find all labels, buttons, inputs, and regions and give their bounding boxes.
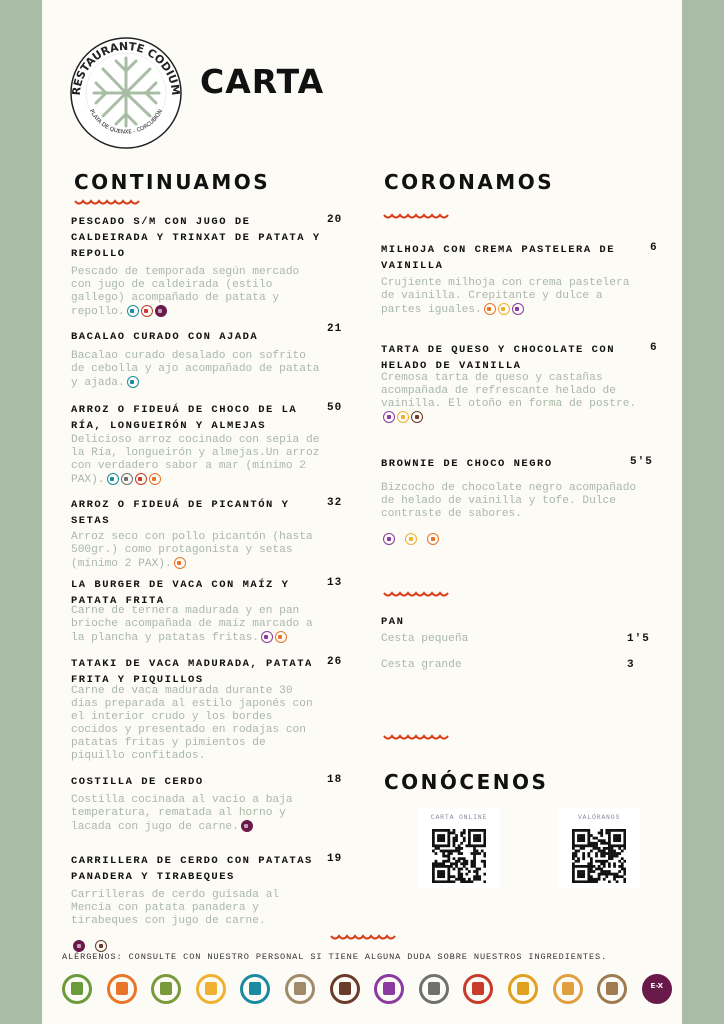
lacteos-allergen-icon: [374, 974, 404, 1004]
bread-option-label: Cesta pequeña: [381, 633, 469, 645]
gluten-allergen-icon: [149, 473, 161, 485]
frutos_cascara-allergen-icon: [411, 411, 423, 423]
menu-item-title: LA BURGER DE VACA CON MAÍZ Y PATATA FRITA: [71, 579, 290, 607]
menu-item-title: BACALAO CURADO CON AJADA: [71, 331, 259, 343]
menu-item-price: 20: [327, 214, 343, 226]
allergen-icons: [239, 821, 253, 833]
pescado-allergen-icon: [127, 376, 139, 388]
sulfitos-allergen-icon: [73, 940, 85, 952]
menu-item-description: [71, 794, 326, 834]
wave-divider: [74, 198, 140, 206]
menu-item-description: [381, 372, 641, 425]
lacteos-allergen-icon: [383, 533, 395, 545]
menu-item-description: [381, 482, 641, 547]
bread-option-price: 3: [627, 659, 635, 671]
altramuces-allergen-icon: [62, 974, 92, 1004]
soja-allergen-icon: [151, 974, 181, 1004]
description-text: Carne de vaca madurada durante 30 días preparada al estilo japonés con el interior crudo y los bordes cocidos y presentado en rodajas con patatas fritas y pimientos de piquillo confitados.: [71, 685, 313, 762]
description-text: Costilla cocinada al vacío a baja temperatura, rematada al horno y lacada con jugo de carne.: [71, 794, 293, 833]
menu-item-price: 6: [650, 242, 658, 254]
menu-item-price: 18: [327, 774, 343, 786]
frutos_cascara-allergen-icon: [95, 940, 107, 952]
menu-item-title: ARROZ O FIDEUÁ DE CHOCO DE LA RÍA, LONGUEIRÓN Y ALMEJAS: [71, 404, 298, 432]
sesamo-allergen-icon: [285, 974, 315, 1004]
apio-allergen-icon: [508, 974, 538, 1004]
crustaceos-allergen-icon: [141, 305, 153, 317]
qr-valoranos[interactable]: [558, 808, 640, 888]
allergen-icons: [172, 558, 186, 570]
description-text: Carne de ternera madurada y en pan brioche acompañada de maíz marcado a la plancha y patatas fritas.: [71, 605, 313, 644]
menu-item-title: TARTA DE QUESO Y CHOCOLATE CON HELADO DE VAINILLA: [381, 344, 616, 372]
gluten-allergen-icon: [174, 557, 186, 569]
huevo-allergen-icon: [196, 974, 226, 1004]
allergen-icons: [105, 474, 161, 486]
menu-item-price: 13: [327, 577, 343, 589]
menu-item-price: 19: [327, 853, 343, 865]
section-heading-conocenos: CONÓCENOS: [384, 770, 549, 794]
lacteos-allergen-icon: [512, 303, 524, 315]
moluscos-allergen-icon: [419, 974, 449, 1004]
sulfitos-allergen-icon: [241, 820, 253, 832]
allergen-extra-label: E-X: [650, 982, 664, 990]
menu-item-description: [71, 685, 326, 763]
qr-carta-online[interactable]: [418, 808, 500, 888]
bread-option-label: Cesta grande: [381, 659, 462, 671]
huevo-allergen-icon: [498, 303, 510, 315]
description-text: Crujiente milhoja con crema pastelera de vainilla. Crepitante y dulce a partes iguales.: [381, 277, 630, 316]
menu-item-price: 32: [327, 497, 343, 509]
qr-code-icon: [432, 829, 486, 883]
sulfitos-allergen-icon: [642, 974, 672, 1004]
allergen-icons: [259, 632, 287, 644]
menu-item-price: 21: [327, 323, 343, 335]
allergen-icons: [125, 377, 139, 389]
menu-item-description: [71, 350, 326, 390]
allergen-note: ALÉRGENOS: CONSULTE CON NUESTRO PERSONAL SI TIENE ALGUNA DUDA SOBRE NUESTROS INGREDIENTES.: [62, 952, 608, 962]
svg-text:PLAYA DE QUENXE - CORCUBIÓN: PLAYA DE QUENXE - CORCUBIÓN: [87, 108, 165, 136]
bread-heading: PAN: [381, 616, 405, 628]
menu-item-price: 26: [327, 656, 343, 668]
wave-divider: [383, 733, 449, 741]
gluten-allergen-icon: [427, 533, 439, 545]
allergen-icons: [381, 533, 641, 547]
description-text: Carrilleras de cerdo guisada al Mencía con patata panadera y tirabeques con jugo de carne.: [71, 889, 280, 927]
description-text: Arroz seco con pollo picantón (hasta 500gr.) como protagonista y setas (mínimo 2 PAX).: [71, 531, 313, 570]
description-text: Cremosa tarta de queso y castañas acompañada de refrescante helado de vainilla. El otoño en forma de postre.: [381, 372, 637, 410]
qr-label: VALÓRANOS: [577, 814, 621, 821]
svg-text:RESTAURANTE CODIUM: RESTAURANTE CODIUM: [69, 39, 183, 96]
menu-item-title: TATAKI DE VACA MADURADA, PATATA FRITA Y PIQUILLOS: [71, 658, 313, 686]
description-text: Bacalao curado desalado con sofrito de cebolla y ajo acompañado de patata y ajada.: [71, 350, 320, 389]
menu-item-price: 6: [650, 342, 658, 354]
crustaceos-allergen-icon: [135, 473, 147, 485]
page-title: CARTA: [200, 62, 325, 101]
moluscos-allergen-icon: [121, 473, 133, 485]
bread-option-price: 1'5: [627, 633, 650, 645]
huevo-allergen-icon: [397, 411, 409, 423]
wave-divider: [330, 933, 396, 941]
menu-item-title: CARRILLERA DE CERDO CON PATATAS PANADERA Y TIRABEQUES: [71, 855, 313, 883]
mostaza-allergen-icon: [553, 974, 583, 1004]
huevo-allergen-icon: [405, 533, 417, 545]
description-text: Bizcocho de chocolate negro acompañado de helado de vainilla y tofe. Dulce contraste de sabores.: [381, 482, 637, 520]
pescado-allergen-icon: [127, 305, 139, 317]
gluten-allergen-icon: [484, 303, 496, 315]
allergen-icons: [381, 412, 423, 424]
menu-item-price: 5'5: [630, 456, 653, 468]
menu-item-description: [71, 531, 326, 571]
allergen-icons: [125, 306, 167, 318]
allergen-icons: [482, 304, 524, 316]
menu-item-price: 50: [327, 402, 343, 414]
allergen-icons: [71, 940, 326, 954]
wave-divider: [383, 590, 449, 598]
description-text: Delicioso arroz cocinado con sepia de la Ría, longueirón y almejas.Un arroz con verdadero sabor a mar (mínimo 2 PAX).: [71, 434, 320, 486]
menu-item-title: BROWNIE DE CHOCO NEGRO: [381, 458, 553, 470]
qr-code-icon: [572, 829, 626, 883]
cacahuetes-allergen-icon: [597, 974, 627, 1004]
menu-item-description: [381, 277, 641, 317]
lacteos-allergen-icon: [383, 411, 395, 423]
menu-item-description: [71, 605, 326, 645]
pescado-allergen-icon: [107, 473, 119, 485]
menu-item-description: [71, 434, 326, 487]
qr-label: CARTA ONLINE: [430, 814, 488, 821]
sulfitos-allergen-icon: [155, 305, 167, 317]
gluten-allergen-icon: [275, 631, 287, 643]
menu-item-description: [71, 889, 326, 954]
menu-item-title: COSTILLA DE CERDO: [71, 776, 204, 788]
menu-item-title: MILHOJA CON CREMA PASTELERA DE VAINILLA: [381, 244, 616, 272]
lacteos-allergen-icon: [261, 631, 273, 643]
section-heading-continuamos: CONTINUAMOS: [74, 170, 271, 194]
restaurant-logo: [66, 36, 186, 150]
gluten-allergen-icon: [107, 974, 137, 1004]
section-heading-coronamos: CORONAMOS: [384, 170, 555, 194]
menu-item-title: PESCADO S/M CON JUGO DE CALDEIRADA Y TRINXAT DE PATATA Y REPOLLO: [71, 216, 321, 260]
menu-item-description: [71, 266, 326, 319]
description-text: Pescado de temporada según mercado con jugo de caldeirada (estilo gallego) acompañado de patata y repollo.: [71, 266, 300, 318]
wave-divider: [383, 212, 449, 220]
menu-item-title: ARROZ O FIDEUÁ DE PICANTÓN Y SETAS: [71, 499, 290, 527]
frutos_cascara-allergen-icon: [330, 974, 360, 1004]
